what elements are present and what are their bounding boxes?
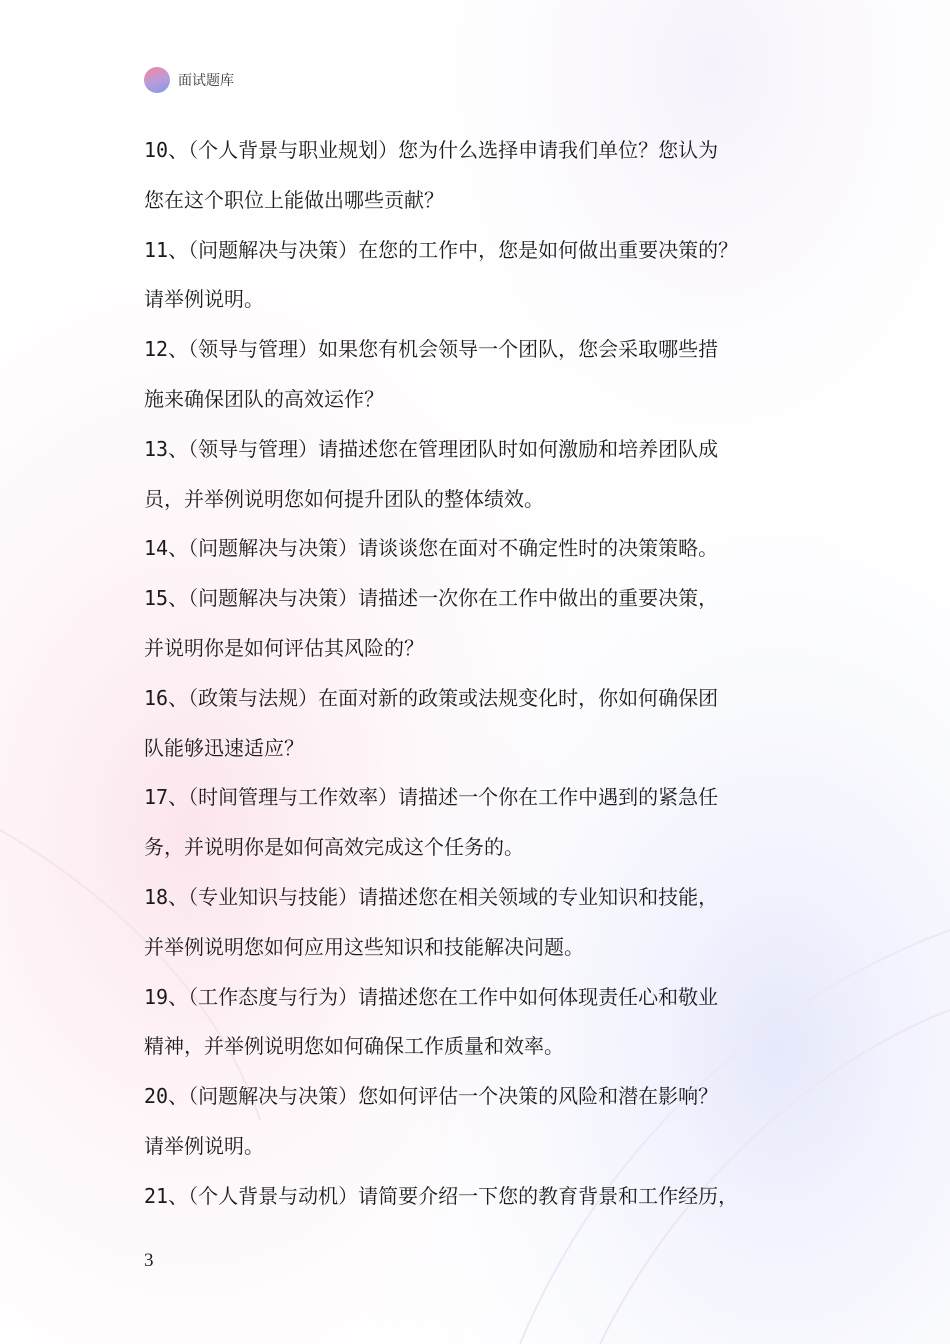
text-line: 请举例说明。 (144, 1133, 264, 1158)
text-line: 20、（问题解决与决策）您如何评估一个决策的风险和潜在影响？ (144, 1084, 719, 1109)
text-line: 施来确保团队的高效运作？ (144, 386, 384, 411)
page-number: 3 (144, 1250, 154, 1271)
text-line: 员，并举例说明您如何提升团队的整体绩效。 (144, 486, 544, 511)
text-line: 16、（政策与法规）在面对新的政策或法规变化时，你如何确保团 (144, 685, 719, 710)
text-line: 请举例说明。 (144, 287, 264, 312)
text-line: 并举例说明您如何应用这些知识和技能解决问题。 (144, 934, 584, 959)
text-line: 13、（领导与管理）请描述您在管理团队时如何激励和培养团队成 (144, 436, 719, 461)
text-line: 12、（领导与管理）如果您有机会领导一个团队，您会采取哪些措 (144, 337, 719, 362)
text-line: 17、（时间管理与工作效率）请描述一个你在工作中遇到的紧急任 (144, 785, 719, 810)
text-line: 19、（工作态度与行为）请描述您在工作中如何体现责任心和敬业 (144, 984, 719, 1009)
text-line: 精神，并举例说明您如何确保工作质量和效率。 (144, 1034, 564, 1059)
text-line: 18、（专业知识与技能）请描述您在相关领域的专业知识和技能， (144, 884, 719, 909)
question-list (144, 126, 824, 1222)
text-line: 11、（问题解决与决策）在您的工作中，您是如何做出重要决策的？ (144, 237, 739, 262)
text-line: 21、（个人背景与动机）请简要介绍一下您的教育背景和工作经历， (144, 1183, 739, 1208)
text-line: 10、（个人背景与职业规划）您为什么选择申请我们单位？您认为 (144, 138, 719, 162)
logo-icon (144, 67, 170, 93)
text-line: 队能够迅速适应？ (144, 735, 304, 760)
text-line: 您在这个职位上能做出哪些贡献？ (144, 187, 444, 212)
document-header (144, 66, 234, 94)
text-line: 并说明你是如何评估其风险的？ (144, 635, 424, 660)
text-line: 14、（问题解决与决策）请谈谈您在面对不确定性时的决策策略。 (144, 536, 719, 561)
text-line: 务，并说明你是如何高效完成这个任务的。 (144, 835, 524, 860)
header-title: 面试题库 (178, 73, 234, 89)
text-line: 15、（问题解决与决策）请描述一次你在工作中做出的重要决策， (144, 586, 719, 611)
